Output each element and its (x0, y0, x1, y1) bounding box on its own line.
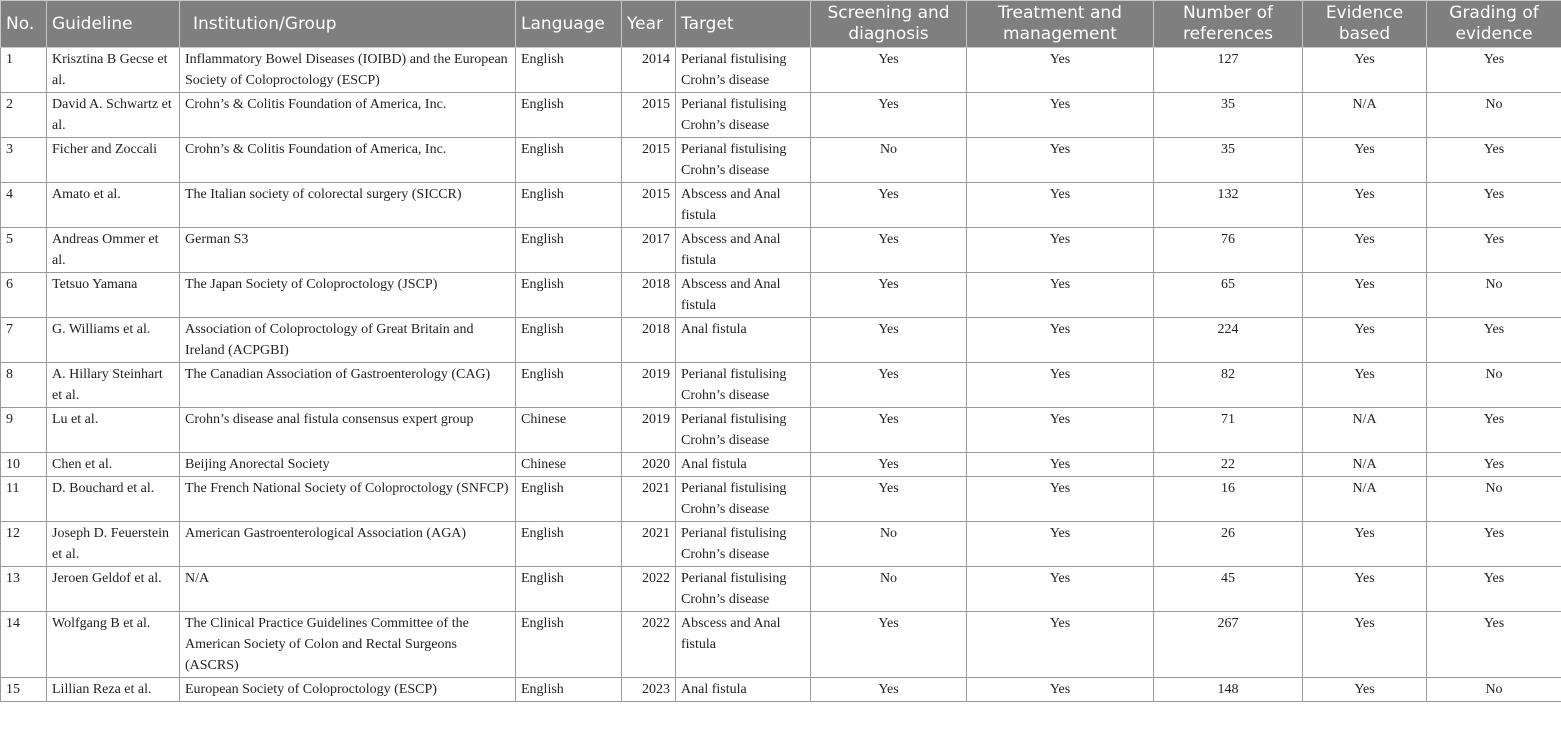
cell-evidence-based: Yes (1303, 612, 1427, 678)
cell-treatment: Yes (967, 453, 1154, 477)
cell-treatment: Yes (967, 273, 1154, 318)
cell-evidence-based: Yes (1303, 228, 1427, 273)
cell-references: 267 (1154, 612, 1303, 678)
cell-grading: No (1427, 363, 1561, 408)
cell-screening: No (811, 138, 967, 183)
cell-institution: Crohn’s disease anal fistula consensus expert group (180, 408, 516, 453)
cell-grading: Yes (1427, 408, 1561, 453)
cell-evidence-based: Yes (1303, 318, 1427, 363)
cell-language: Chinese (516, 408, 622, 453)
cell-evidence-based: Yes (1303, 363, 1427, 408)
cell-language: English (516, 522, 622, 567)
cell-language: English (516, 567, 622, 612)
cell-no: 6 (1, 273, 47, 318)
header-references: Number of references (1154, 1, 1303, 48)
cell-treatment: Yes (967, 612, 1154, 678)
header-screening: Screening and diagnosis (811, 1, 967, 48)
header-target: Target (676, 1, 811, 48)
cell-references: 224 (1154, 318, 1303, 363)
table-row (1, 138, 1561, 183)
cell-language: English (516, 183, 622, 228)
cell-language: English (516, 477, 622, 522)
header-no: No. (1, 1, 47, 48)
cell-references: 26 (1154, 522, 1303, 567)
cell-evidence-based: N/A (1303, 408, 1427, 453)
cell-references: 148 (1154, 678, 1303, 702)
cell-guideline: Joseph D. Feuerstein et al. (47, 522, 180, 567)
cell-no: 15 (1, 678, 47, 702)
cell-year: 2015 (622, 138, 676, 183)
cell-screening: Yes (811, 318, 967, 363)
cell-institution: Association of Coloproctology of Great Britain and Ireland (ACPGBI) (180, 318, 516, 363)
cell-evidence-based: Yes (1303, 273, 1427, 318)
cell-year: 2022 (622, 612, 676, 678)
cell-guideline: Jeroen Geldof et al. (47, 567, 180, 612)
cell-guideline: Amato et al. (47, 183, 180, 228)
cell-no: 1 (1, 48, 47, 93)
cell-institution: German S3 (180, 228, 516, 273)
cell-institution: Crohn’s & Colitis Foundation of America, Inc. (180, 93, 516, 138)
cell-year: 2015 (622, 93, 676, 138)
cell-institution: The Canadian Association of Gastroenterology (CAG) (180, 363, 516, 408)
table-row (1, 567, 1561, 612)
cell-grading: Yes (1427, 48, 1561, 93)
cell-guideline: Tetsuo Yamana (47, 273, 180, 318)
cell-language: English (516, 228, 622, 273)
cell-grading: Yes (1427, 138, 1561, 183)
cell-treatment: Yes (967, 408, 1154, 453)
cell-evidence-based: N/A (1303, 453, 1427, 477)
cell-language: English (516, 138, 622, 183)
cell-language: Chinese (516, 453, 622, 477)
cell-year: 2019 (622, 408, 676, 453)
cell-screening: Yes (811, 477, 967, 522)
cell-no: 13 (1, 567, 47, 612)
cell-target: Anal fistula (676, 678, 811, 702)
cell-language: English (516, 363, 622, 408)
cell-screening: Yes (811, 273, 967, 318)
cell-evidence-based: Yes (1303, 48, 1427, 93)
cell-target: Abscess and Anal fistula (676, 273, 811, 318)
cell-treatment: Yes (967, 138, 1154, 183)
cell-year: 2020 (622, 453, 676, 477)
cell-treatment: Yes (967, 363, 1154, 408)
cell-target: Perianal fistulising Crohn’s disease (676, 408, 811, 453)
table-row (1, 48, 1561, 93)
table-row (1, 318, 1561, 363)
cell-references: 82 (1154, 363, 1303, 408)
cell-institution: N/A (180, 567, 516, 612)
table-row (1, 228, 1561, 273)
cell-screening: No (811, 567, 967, 612)
cell-target: Perianal fistulising Crohn’s disease (676, 363, 811, 408)
header-grading: Grading of evidence (1427, 1, 1561, 48)
table-row (1, 93, 1561, 138)
table-row (1, 678, 1561, 702)
cell-no: 11 (1, 477, 47, 522)
header-guideline: Guideline (47, 1, 180, 48)
cell-language: English (516, 318, 622, 363)
cell-evidence-based: Yes (1303, 522, 1427, 567)
cell-evidence-based: Yes (1303, 183, 1427, 228)
cell-grading: Yes (1427, 453, 1561, 477)
cell-treatment: Yes (967, 93, 1154, 138)
cell-year: 2018 (622, 318, 676, 363)
cell-year: 2021 (622, 522, 676, 567)
cell-guideline: Wolfgang B et al. (47, 612, 180, 678)
cell-treatment: Yes (967, 567, 1154, 612)
cell-target: Abscess and Anal fistula (676, 228, 811, 273)
cell-guideline: David A. Schwartz et al. (47, 93, 180, 138)
header-language: Language (516, 1, 622, 48)
cell-screening: No (811, 522, 967, 567)
cell-grading: Yes (1427, 228, 1561, 273)
cell-year: 2019 (622, 363, 676, 408)
table-row (1, 612, 1561, 678)
cell-treatment: Yes (967, 477, 1154, 522)
cell-year: 2018 (622, 273, 676, 318)
cell-no: 3 (1, 138, 47, 183)
cell-screening: Yes (811, 678, 967, 702)
cell-references: 71 (1154, 408, 1303, 453)
cell-institution: American Gastroenterological Association (AGA) (180, 522, 516, 567)
cell-no: 4 (1, 183, 47, 228)
cell-references: 127 (1154, 48, 1303, 93)
cell-institution: The Clinical Practice Guidelines Committee of the American Society of Colon and Rectal Surgeons (ASCRS) (180, 612, 516, 678)
cell-target: Perianal fistulising Crohn’s disease (676, 477, 811, 522)
cell-target: Perianal fistulising Crohn’s disease (676, 138, 811, 183)
cell-evidence-based: Yes (1303, 138, 1427, 183)
cell-treatment: Yes (967, 228, 1154, 273)
cell-target: Abscess and Anal fistula (676, 183, 811, 228)
cell-guideline: Ficher and Zoccali (47, 138, 180, 183)
cell-grading: No (1427, 678, 1561, 702)
header-row (1, 1, 1561, 48)
cell-no: 7 (1, 318, 47, 363)
cell-treatment: Yes (967, 678, 1154, 702)
cell-no: 2 (1, 93, 47, 138)
cell-guideline: Krisztina B Gecse et al. (47, 48, 180, 93)
cell-screening: Yes (811, 48, 967, 93)
cell-guideline: Lu et al. (47, 408, 180, 453)
cell-target: Perianal fistulising Crohn’s disease (676, 522, 811, 567)
cell-institution: Inflammatory Bowel Diseases (IOIBD) and the European Society of Coloproctology (ESCP) (180, 48, 516, 93)
cell-treatment: Yes (967, 48, 1154, 93)
cell-year: 2021 (622, 477, 676, 522)
cell-language: English (516, 273, 622, 318)
cell-guideline: Lillian Reza et al. (47, 678, 180, 702)
table-row (1, 477, 1561, 522)
cell-screening: Yes (811, 453, 967, 477)
cell-screening: Yes (811, 363, 967, 408)
cell-grading: No (1427, 93, 1561, 138)
cell-grading: No (1427, 273, 1561, 318)
cell-evidence-based: N/A (1303, 93, 1427, 138)
cell-evidence-based: N/A (1303, 477, 1427, 522)
cell-references: 16 (1154, 477, 1303, 522)
cell-target: Abscess and Anal fistula (676, 612, 811, 678)
cell-grading: Yes (1427, 522, 1561, 567)
cell-screening: Yes (811, 93, 967, 138)
cell-references: 76 (1154, 228, 1303, 273)
cell-institution: The French National Society of Coloproctology (SNFCP) (180, 477, 516, 522)
cell-guideline: G. Williams et al. (47, 318, 180, 363)
cell-treatment: Yes (967, 318, 1154, 363)
cell-references: 22 (1154, 453, 1303, 477)
cell-no: 12 (1, 522, 47, 567)
cell-target: Anal fistula (676, 453, 811, 477)
cell-references: 132 (1154, 183, 1303, 228)
cell-target: Perianal fistulising Crohn’s disease (676, 93, 811, 138)
cell-language: English (516, 612, 622, 678)
cell-no: 14 (1, 612, 47, 678)
cell-no: 8 (1, 363, 47, 408)
cell-no: 9 (1, 408, 47, 453)
cell-language: English (516, 93, 622, 138)
cell-grading: Yes (1427, 567, 1561, 612)
cell-guideline: Andreas Ommer et al. (47, 228, 180, 273)
cell-no: 10 (1, 453, 47, 477)
cell-grading: Yes (1427, 612, 1561, 678)
cell-year: 2015 (622, 183, 676, 228)
table-row (1, 273, 1561, 318)
cell-screening: Yes (811, 408, 967, 453)
header-evidence-based: Evidence based (1303, 1, 1427, 48)
cell-guideline: A. Hillary Steinhart et al. (47, 363, 180, 408)
cell-screening: Yes (811, 612, 967, 678)
cell-year: 2014 (622, 48, 676, 93)
cell-grading: Yes (1427, 183, 1561, 228)
cell-target: Perianal fistulising Crohn’s disease (676, 567, 811, 612)
cell-no: 5 (1, 228, 47, 273)
cell-year: 2022 (622, 567, 676, 612)
cell-institution: The Japan Society of Coloproctology (JSCP) (180, 273, 516, 318)
header-treatment: Treatment and management (967, 1, 1154, 48)
cell-treatment: Yes (967, 183, 1154, 228)
cell-year: 2017 (622, 228, 676, 273)
cell-guideline: D. Bouchard et al. (47, 477, 180, 522)
cell-grading: No (1427, 477, 1561, 522)
cell-references: 45 (1154, 567, 1303, 612)
cell-target: Perianal fistulising Crohn’s disease (676, 48, 811, 93)
table-row (1, 363, 1561, 408)
table-row (1, 183, 1561, 228)
cell-grading: Yes (1427, 318, 1561, 363)
cell-target: Anal fistula (676, 318, 811, 363)
header-year: Year (622, 1, 676, 48)
cell-language: English (516, 678, 622, 702)
cell-language: English (516, 48, 622, 93)
cell-treatment: Yes (967, 522, 1154, 567)
table-row (1, 522, 1561, 567)
cell-guideline: Chen et al. (47, 453, 180, 477)
table-body (1, 48, 1561, 702)
table-row (1, 408, 1561, 453)
table-row (1, 453, 1561, 477)
cell-screening: Yes (811, 183, 967, 228)
cell-references: 35 (1154, 138, 1303, 183)
cell-references: 35 (1154, 93, 1303, 138)
cell-screening: Yes (811, 228, 967, 273)
header-institution: Institution/Group (180, 1, 516, 48)
cell-evidence-based: Yes (1303, 567, 1427, 612)
cell-institution: European Society of Coloproctology (ESCP) (180, 678, 516, 702)
cell-institution: Beijing Anorectal Society (180, 453, 516, 477)
cell-references: 65 (1154, 273, 1303, 318)
cell-institution: The Italian society of colorectal surgery (SICCR) (180, 183, 516, 228)
cell-evidence-based: Yes (1303, 678, 1427, 702)
cell-institution: Crohn’s & Colitis Foundation of America, Inc. (180, 138, 516, 183)
cell-year: 2023 (622, 678, 676, 702)
